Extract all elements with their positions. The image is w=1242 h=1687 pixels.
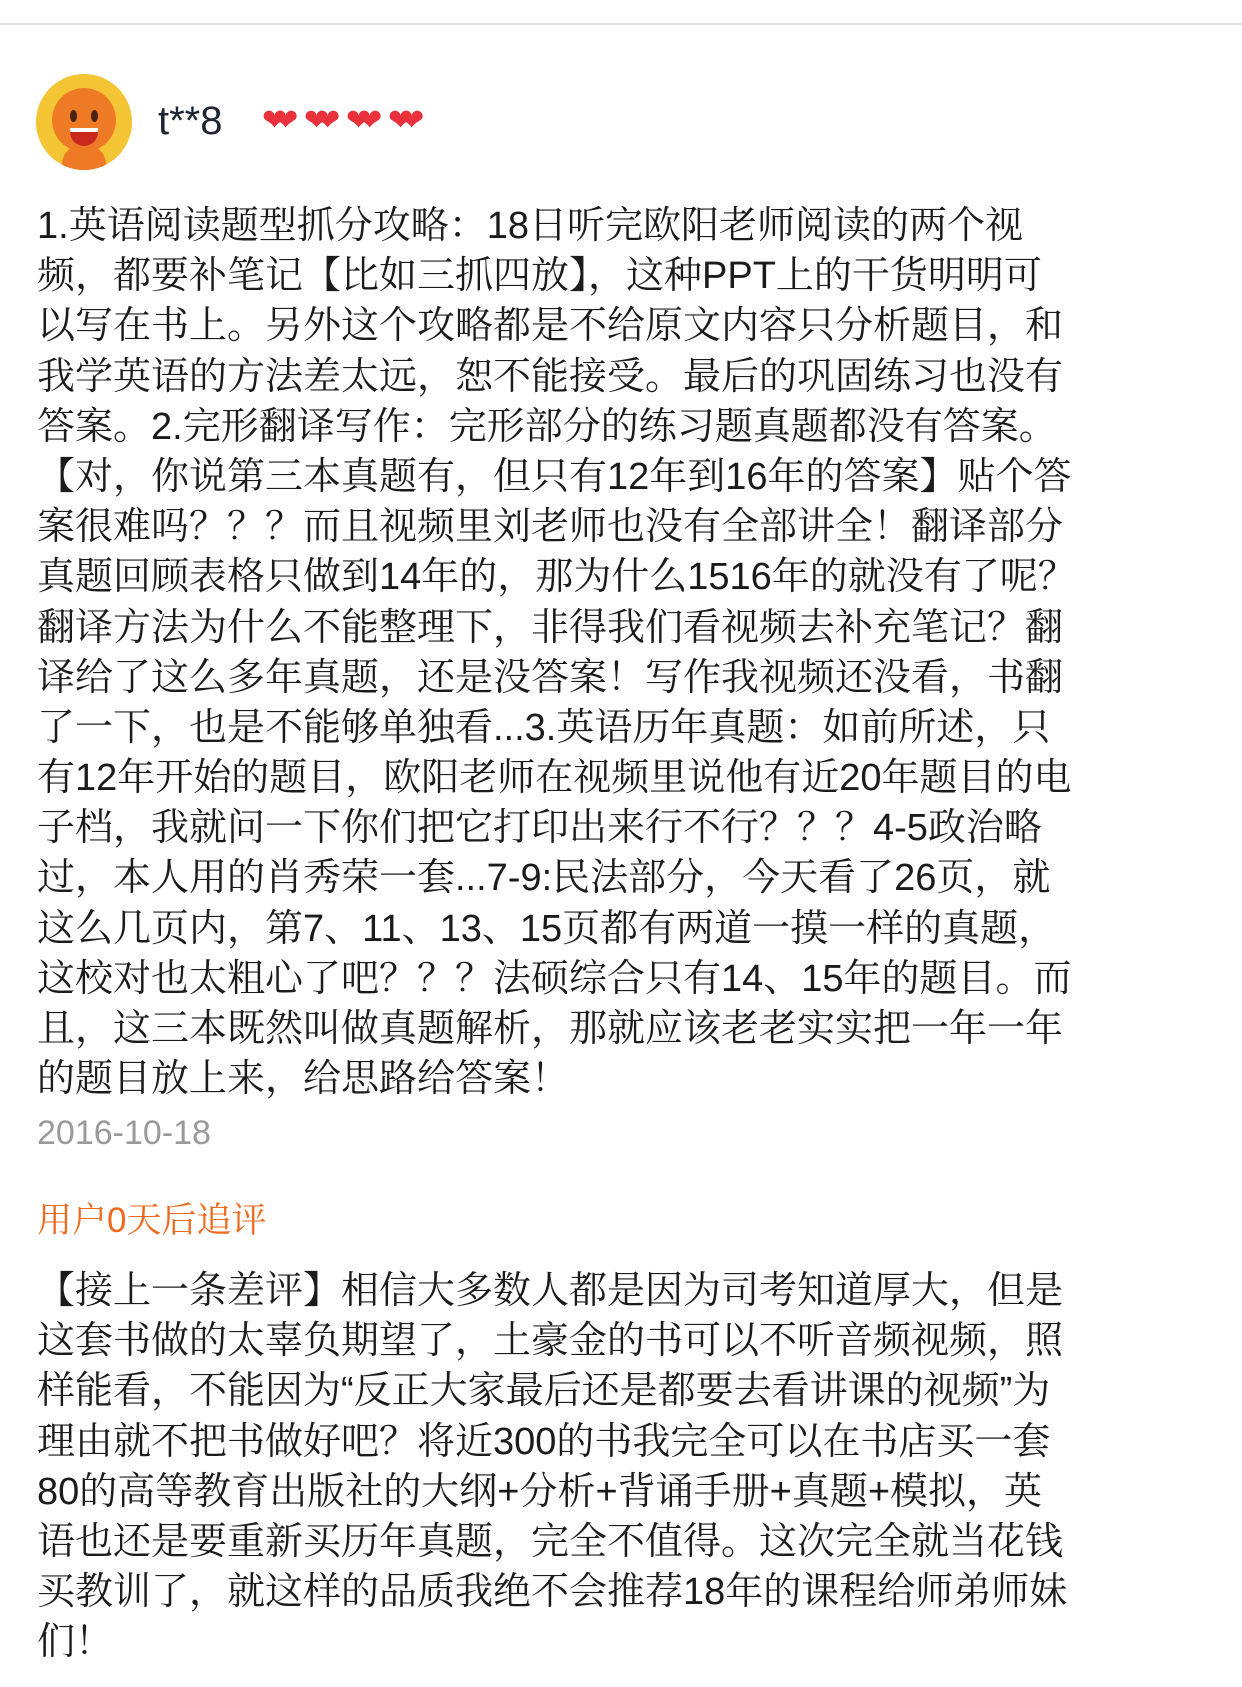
heart-icon: ❤❤ xyxy=(388,104,411,137)
text-line: 这校对也太粗心了吧？？？法硕综合只有14、15年的题目。而 xyxy=(37,957,1072,1000)
text-line: 样能看，不能因为“反正大家最后还是都要去看讲课的视频”为 xyxy=(37,1370,1051,1413)
text-line: 的题目放上来，给思路给答案！ xyxy=(37,1058,570,1101)
avatar-eye xyxy=(70,110,77,122)
heart-icon: ❤❤ xyxy=(262,104,285,137)
text-line: 了一下，也是不能够单独看...3.英语历年真题：如前所述，只 xyxy=(37,706,1051,749)
text-line: 有12年开始的题目，欧阳老师在视频里说他有近20年题目的电 xyxy=(37,757,1072,800)
text-line: 语也还是要重新买历年真题，完全不值得。这次完全就当花钱 xyxy=(37,1520,1064,1563)
text-line: 理由就不把书做好吧？将近300的书我完全可以在书店买一套 xyxy=(37,1420,1051,1463)
text-line: 80的高等教育出版社的大纲+分析+背诵手册+真题+模拟，英 xyxy=(37,1470,1043,1513)
text-line: 译给了这么多年真题，还是没答案！写作我视频还没看，书翻 xyxy=(37,656,1064,699)
review-date: 2016-10-18 xyxy=(37,1114,211,1152)
text-line: 答案。2.完形翻译写作：完形部分的练习题真题都没有答案。 xyxy=(37,405,1057,448)
text-line: 以写在书上。另外这个攻略都是不给原文内容只分析题目，和 xyxy=(37,305,1064,348)
text-line: 且，这三本既然叫做真题解析，那就应该老老实实把一年一年 xyxy=(37,1008,1064,1050)
text-line: 【接上一条差评】相信大多数人都是因为司考知道厚大，但是 xyxy=(37,1270,1064,1312)
text-line: 真题回顾表格只做到14年的，那为什么1516年的就没有了呢？ xyxy=(37,556,1076,599)
text-line: 买教训了，就这样的品质我绝不会推荐18年的课程给师弟师妹 xyxy=(37,1571,1068,1614)
username: t**8 xyxy=(158,99,223,143)
followup-label: 用户0天后追评 xyxy=(37,1201,267,1240)
text-line: 子档，我就问一下你们把它打印出来行不行？？？4-5政治略 xyxy=(37,807,1042,850)
user-level-hearts xyxy=(262,104,426,138)
text-line: 我学英语的方法差太远，恕不能接受。最后的巩固练习也没有 xyxy=(37,355,1064,398)
text-line: 们！ xyxy=(37,1621,114,1664)
heart-icon: ❤❤ xyxy=(346,104,369,137)
review-text xyxy=(37,201,1076,1104)
avatar-eye xyxy=(91,110,98,122)
top-divider xyxy=(0,23,1242,25)
heart-icon: ❤❤ xyxy=(304,104,327,137)
text-line: 案很难吗？？？而且视频里刘老师也没有全部讲全！翻译部分 xyxy=(37,506,1064,549)
user-avatar[interactable] xyxy=(36,74,132,170)
text-line: 频，都要补笔记【比如三抓四放】，这种PPT上的干货明明可 xyxy=(37,255,1042,298)
text-line: 这套书做的太辜负期望了，土豪金的书可以不听音频视频，照 xyxy=(37,1320,1064,1363)
text-line: 1.英语阅读题型抓分攻略：18日听完欧阳老师阅读的两个视 xyxy=(37,205,1023,247)
text-line: 这么几页内，第7、11、13、15页都有两道一摸一样的真题， xyxy=(37,907,1057,950)
text-line: 翻译方法为什么不能整理下，非得我们看视频去补充笔记？翻 xyxy=(37,606,1064,649)
followup-text xyxy=(37,1266,1067,1668)
text-line: 过，本人用的肖秀荣一套...7-9:民法部分，今天看了26页，就 xyxy=(37,857,1051,900)
text-line: 【对，你说第三本真题有，但只有12年到16年的答案】贴个答 xyxy=(37,455,1072,498)
